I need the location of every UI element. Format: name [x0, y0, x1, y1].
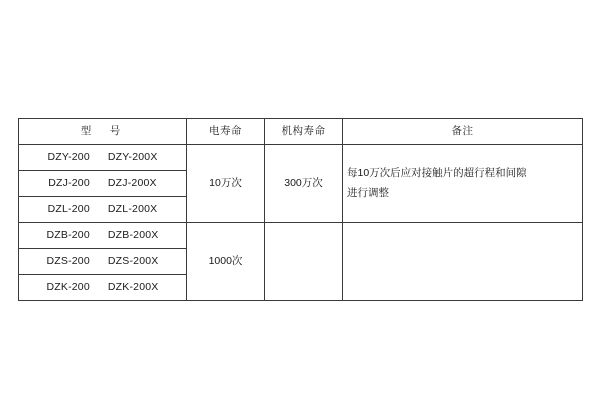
electrical-life-group-1: 10万次	[187, 145, 265, 223]
table-row	[19, 223, 583, 249]
model-code-variant: DZB-200X	[107, 229, 159, 242]
remark-group-2	[343, 223, 583, 301]
model-cell	[19, 197, 187, 223]
model-cell	[19, 223, 187, 249]
model-cell	[19, 145, 187, 171]
model-code-base: DZK-200	[46, 281, 90, 294]
header-model-label: 型 号	[80, 125, 125, 138]
model-code-base: DZY-200	[47, 151, 90, 164]
model-pair	[23, 228, 182, 243]
remark-line-1: 每10万次后应对接触片的超行程和间隙	[347, 166, 527, 179]
model-code-base: DZB-200	[46, 229, 90, 242]
header-electrical-life: 电寿命	[187, 119, 265, 145]
header-mechanical-life: 机构寿命	[265, 119, 343, 145]
mechanical-life-group-2	[265, 223, 343, 301]
spec-table	[18, 118, 583, 301]
table-header-row	[19, 119, 583, 145]
remark-group-1	[343, 145, 583, 223]
model-pair	[23, 150, 182, 165]
model-code-variant: DZK-200X	[107, 281, 159, 294]
model-code-variant: DZJ-200X	[107, 177, 157, 190]
electrical-life-group-2: 1000次	[187, 223, 265, 301]
spec-table-container	[18, 118, 582, 301]
model-pair	[23, 254, 182, 269]
remark-line-2: 进行调整	[347, 186, 389, 199]
model-code-base: DZJ-200	[48, 177, 90, 190]
header-model	[19, 119, 187, 145]
model-pair	[23, 176, 182, 191]
table-row	[19, 145, 583, 171]
header-remark: 备注	[343, 119, 583, 145]
model-cell	[19, 249, 187, 275]
model-cell	[19, 171, 187, 197]
model-code-base: DZS-200	[46, 255, 90, 268]
mechanical-life-group-1: 300万次	[265, 145, 343, 223]
model-pair	[23, 280, 182, 295]
model-cell	[19, 275, 187, 301]
model-pair	[23, 202, 182, 217]
model-code-variant: DZY-200X	[107, 151, 158, 164]
model-code-base: DZL-200	[47, 203, 90, 216]
model-code-variant: DZS-200X	[107, 255, 159, 268]
model-code-variant: DZL-200X	[107, 203, 158, 216]
